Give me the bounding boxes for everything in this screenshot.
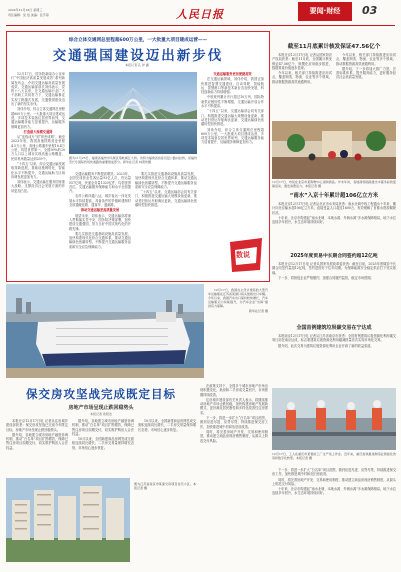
section-tab [298,2,352,21]
paragraph: 今年以来，相关部门持续推进应用试点，覆盖制造、物流、农业等多个领域，推动数据资源高效流通利用。 [336,53,396,66]
housing-illustration [6,478,130,562]
factory-illustration [272,388,396,450]
paragraph: 在政策支持下，全国多个城市房地产市场出现积极变化，新房和二手房成交量回升，市场预期持续改善。 [200,384,268,397]
subhead: 推动交通运输更高质量发展 [80,208,120,213]
article-body [6,419,68,475]
right-top-article [272,31,396,187]
paragraph: 下一步，将督促企业严格履约，加强合同履约监管，稳定市场预期。 [278,275,374,280]
article-body-2 [72,419,134,475]
badge-text: 数说 [236,251,250,259]
article-body [272,334,396,384]
mall-photo [272,121,396,179]
masthead-logo: 人民日报 [176,8,224,21]
paragraph: 新华社记者 摄 [249,309,268,313]
paragraph: 下一步，将进一步扩大“白名单”项目范围，做到应进尽进、应贷尽贷，持续推进保交房工作，加快推进城中村和危旧房改造。 [272,468,396,477]
article-body [272,262,396,320]
mall-photo-caption: 12月17日，市民在北京市某购物中心选购商品。岁末年初，各地商场陆续推出丰富多彩的促销活动，激发消费活力。本报记者 摄 [272,180,396,188]
mall-illustration [272,121,396,179]
paragraph: 中欧班列累计开行超过10万列，国际物流供应链韧性不断增强，交通运输开放合作水平不断提高。 [201,95,264,109]
bottom-middle-column [200,384,268,564]
article-title: “南水”入京十年累计超106亿立方米 [289,193,379,199]
lead-byline: 本报记者 孔 祥 鑫 [125,63,149,67]
subhead: 打造最大规模交通网 [23,129,53,134]
bridge-photo [69,72,197,154]
subhead: 交通运输服务更加便捷高效 [213,72,252,76]
masthead-rule [6,25,395,26]
page-number: 03 [362,4,378,17]
paragraph: 据介绍，各地建立城市房地产融资协调机制，推动“白名单”项目扩围增效，保障已售住房项目如期交付，切实维护购房人合法权益。 [6,432,68,450]
housing-photo-caption: 图为江苏省南京市某保交房项目住宅小区。本报记者 摄 [134,482,196,490]
lead-col-1 [11,72,65,276]
lead-col-3 [135,172,197,276]
paragraph: 本报北京12月17日电 记者从国家发展改革委获悉：截至目前，2025年度煤炭中长期合同签约量超12亿吨，签约进度好于往年同期，为保障能源安全稳定供应打下坚实基础。 [272,262,396,275]
paragraph: 10月以来，全国新建商品房网签成交面积连续同比增长，二手房交易量保持增长态势，市场信心逐步恢复。 [138,419,196,432]
article-title: 2025年度贸易中长期合同签约超12亿吨 [290,254,378,259]
article-body-3 [138,419,196,475]
paragraph: 12月17日，国务院新闻办公室举行“中国经济高质量发展成效”系列新闻发布会，介绍交通运输高质量发展成效。交通运输部部长刘伟表示，党的十八大以来，在交通运输行业广大干部职工共同努力下，交通运输事业实现了跨越式发展，交通强国建设迈出了新的坚实步伐。 [11,72,65,107]
lead-col-4 [201,72,264,232]
paragraph: 刘伟表示，交通运输在服务国家重大战略、支撑经济社会发展方面的作用更加凸显。 [11,180,65,193]
paragraph: 本报北京12月17日电 记者从国家知识产权局获悉：截至11月底，全国累计核发保证47.56亿个，规模化应用稳步推进，数据要素价值逐步显现。 [272,53,332,70]
right-bottom-column [272,468,396,566]
paragraph: 12月17日，我国自主设计建造的大型汽车运输船在江苏省某港口码头装载出口车辆。今年以来，我国汽车出口保持较快增长，汽车运输船运力持续提升，为汽车企业“出海”提供有力保障。 [208,288,268,308]
bridge-photo-caption: 图为11月25日，福建省福州市马尾区琅岐闽江大桥。该桥为福建省首座双层公路斜拉桥，是福州至长乐国际机场快速路的重要组成部分。新华社记者 林善传摄 [69,156,197,164]
paragraph: 住房城乡建设部有关负责人表示，将继续推动房地产市场止跌回稳，加快构建房地产发展新模式，更好满足居民刚性和多样化改善性住房需求。 [200,397,268,415]
paragraph: 本报南京12月17日电 记者从江苏省南京市获悉：全国首例建筑垃圾资源化利用碳交易日前在南京达成，标志着建筑垃圾资源化利用碳减排量首次实现市场化交易。 [272,334,396,343]
paragraph: “十四五”以来，交通运输部会同有关部门，积极推进交通运输大规模设备更新，推动老旧营运车船淘汰更新，交通运输绿色低碳转型加快推进。 [201,109,264,127]
article-title: 保交房攻坚战完成既定目标 [26,387,176,401]
paragraph: 同时，将完善房地产开发、交易和使用制度，推动建立商品房现房销售制度，从源头上防范交付风险。 [272,477,396,486]
paragraph: 十年来，北京市构建起“南水北调、本地水源、外调水源”多水源保障格局，地下水位连续多年回升，水生态环境持续向好。 [272,487,396,496]
ship-caption [208,288,268,376]
article-body [272,202,396,248]
paragraph: 本报北京12月17日电 记者从北京市水务局获悉：南水北调中线工程通水十年来，累计向北京输水超106亿立方米，直接受益人口超过1600万，有效缓解了首都水资源紧缺状况。 [272,202,396,215]
paragraph: 据介绍，下一步将加大推广力度，完善标准体系，提升服务能力，更好服务经济社会高质量发展。 [336,66,396,80]
ship-illustration [6,284,204,378]
article-byline: 本报记者 欧阳洁 [90,412,112,416]
paragraph: 刘伟介绍，综合立体交通网总里程超600万公里，一大批重大项目建成运营，多项技术装备位居世界前列，交通运输服务能力显著提升，运输服务保障更加有力。 [201,127,264,145]
paragraph: 要扎实推进交通基础设施高质量发展，加快构建现代化综合交通体系，推动交通运输绿色低碳转型，不断提升交通运输服务品质和安全应急保障能力。 [135,172,197,189]
factory-photo-caption: 12月17日，工人在重庆市某智能工厂生产线上作业。近年来，重庆加快推进制造业智能化改造和数字化转型。本报记者 摄 [272,452,396,460]
contract-article [272,250,396,320]
paragraph: 今年以来，相关部门持续推进应用试点，覆盖制造、物流、农业等多个领域，推动数据资源高效流通利用。 [272,71,332,84]
paragraph: 展望未来，刘伟表示，交通运输部将深入贯彻落实党中央、国务院决策部署，加快建设交通强国，努力当好中国式现代化的开路先锋。 [69,213,131,231]
paragraph: 农村公路四通八达，城乡客运一体化发展水平持续提高，具备条件的乡镇和建制村全部通硬化路、通客车、通邮路。 [69,194,131,208]
paragraph: 从“连线成片”到“织密成网”，截至2023年底，我国高速铁路营业里程4.5万公里，高速公路通车里程18.4万公里，均居世界第一。全国99%的20万人口以上城市实现高速公路覆盖，民用机场数量达到259个。 [11,135,65,161]
lead-story-box [6,31,270,282]
paragraph: 据介绍，各地建立城市房地产融资协调机制，推动“白名单”项目扩围增效，保障已售住房项目如期交付，切实维护购房人合法权益。 [72,419,134,436]
paragraph: 要扎实推进交通基础设施高质量发展，加快构建现代化综合交通体系，推动交通运输绿色低碳转型，不断提升交通运输服务品质和安全应急保障能力。 [69,231,131,249]
article-title: 截至11月底累计核发保证47.56亿个 [287,44,381,50]
article-body-2 [336,53,396,117]
paragraph: 同时，将完善房地产开发、交易和使用制度，推动建立商品房现房销售制度，从源头上防范交付风险。 [200,429,268,443]
paragraph: “十四五”以来，综合交通运输发展取得新进展，基础设施网络化、智能化水平不断提升，交通运输助力区域协调发展更加有力。 [11,161,65,179]
bridge-illustration [69,72,197,154]
editor-line: 责任编辑：吴 焰 美编：张芳曼 [8,13,49,17]
paragraph: 刘伟介绍，综合立体交通网总里程超600万公里，一大批重大项目建成运营，多项技术装备位居世界前列，交通运输服务能力显著提升，运输服务保障更加有力。 [11,107,65,129]
bottom-left-article [6,382,196,570]
paragraph: 据介绍，此次交易为建筑垃圾资源化利用企业开辟了新的收益渠道。 [278,343,374,348]
paragraph: 交通运输服务不断提质增效。2023年，全国完成营业性客运量93亿人次，货运量557亿吨，快递业务量1320亿件，均居世界首位。交通运输服务保障能力和水平全面提升。 [69,172,131,194]
masthead [6,0,395,34]
factory-photo [272,388,396,450]
paragraph: 在交通运输领域，刘伟介绍，我国正加快推进智慧交通建设，自动驾驶、智能航运、智慧港口等新技术新业态加快发展，科技创新能力持续增强。 [201,77,264,95]
lead-col-2 [69,172,131,276]
section-label: 要闻·财经 [309,7,341,15]
right-mid-article [272,188,396,248]
lead-title: 交通强国建设迈出新步伐 [52,48,224,64]
paragraph: 10月以来，全国新建商品房网签成交面积连续同比增长，二手房交易量保持增长态势，市场信心逐步恢复。 [72,437,134,450]
paragraph: 下一步，将进一步扩大“白名单”项目范围，做到应进尽进、应贷尽贷，持续推进保交房工作，加快推进城中村和危旧房改造。 [200,416,268,429]
data-badge [227,236,265,274]
ship-photo [6,284,204,378]
housing-photo [6,478,130,562]
paragraph: 十年来，北京市构建起“南水北调、本地水源、外调水源”多水源保障格局，地下水位连续多年回升，水生态环境持续向好。 [272,215,396,225]
carbon-article [272,322,396,384]
article-body [272,53,332,117]
date-line: 2024年12月18日 星期三 [8,8,43,12]
paragraph: 本报北京12月17日电 记者从住房城乡建设部获悉：保交房攻坚战已完成今年既定目标，房地产市场呈现止跌回稳势头。 [6,419,68,432]
article-title: 全国首例建筑垃圾碳交易在宁达成 [296,325,372,331]
article-subtitle: 房地产市场呈现止跌回稳势头 [68,405,134,411]
lead-kicker: 综合立体交通网总里程超600万公里，一大批重大项目建成运营—— [68,38,208,43]
paragraph: “十四五”以来，交通运输部会同有关部门，积极推进交通运输大规模设备更新，推动老旧营运车船淘汰更新，交通运输绿色低碳转型加快推进。 [135,190,197,208]
